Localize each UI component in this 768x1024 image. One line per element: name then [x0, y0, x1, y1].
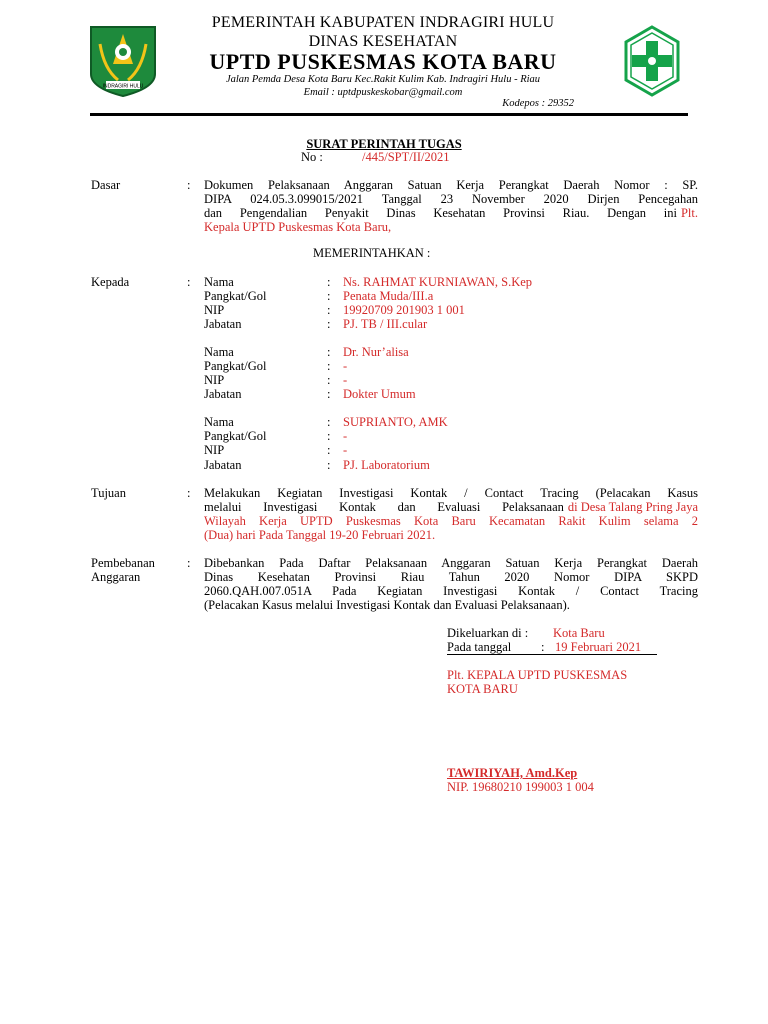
- kepada-colon: :: [187, 275, 191, 289]
- pembebanan-line-2: Dinas Kesehatan Provinsi Riau Tahun 2020 Nomor DIPA SKPD: [204, 570, 698, 584]
- issued-date: 19 Februari 2021: [555, 640, 642, 654]
- person-1-nip-colon: :: [327, 303, 331, 317]
- person-1-nip-label: NIP: [204, 303, 225, 317]
- person-2-position: Dokter Umum: [343, 387, 416, 401]
- tujuan-line-2-red: di Desa Talang Pring Jaya: [567, 500, 698, 514]
- person-1-nip: 19920709 201903 1 001: [343, 303, 465, 317]
- dasar-line-2: DIPA 024.05.3.099015/2021 Tanggal 23 November 2020 Dirjen Pencegahan: [204, 192, 698, 206]
- tujuan-line-1: Melakukan Kegiatan Investigasi Kontak / Contact Tracing (Pelacakan Kasus: [204, 486, 698, 500]
- letterhead-postal-code: Kodepos : 29352: [502, 98, 574, 109]
- person-2-rank: -: [343, 359, 348, 373]
- pembebanan-text: [204, 556, 698, 612]
- dasar-line-4: Kepala UPTD Puskesmas Kota Baru,: [204, 220, 392, 234]
- person-1-name-colon: :: [327, 275, 331, 289]
- letterhead-email: Email : uptdpuskeskobar@gmail.com: [303, 87, 463, 98]
- person-2-nip-colon: :: [327, 373, 331, 387]
- pembebanan-line-4: (Pelacakan Kasus melalui Investigasi Kontak dan Evaluasi Pelaksanaan).: [204, 598, 570, 612]
- person-1-rank-colon: :: [327, 289, 331, 303]
- letterhead-address: Jalan Pemda Desa Kota Baru Kec.Rakit Kulim Kab. Indragiri Hulu - Riau: [225, 74, 541, 85]
- command-heading: MEMERINTAHKAN :: [313, 246, 431, 260]
- dasar-line-1: Dokumen Pelaksanaan Anggaran Satuan Kerja Perangkat Daerah Nomor : SP.: [204, 178, 698, 192]
- person-3-position: PJ. Laboratorium: [343, 458, 430, 472]
- person-1-position: PJ. TB / III.cular: [343, 317, 428, 331]
- issued-date-label: Pada tanggal: [447, 640, 512, 654]
- issued-place: Kota Baru: [553, 626, 605, 640]
- pembebanan-line-1: Dibebankan Pada Daftar Pelaksanaan Anggaran Satuan Kerja Perangkat Daerah: [204, 556, 698, 570]
- dasar-line-3-red: Plt.: [680, 206, 698, 220]
- signatory-name: TAWIRIYAH, Amd.Kep: [447, 766, 578, 780]
- issued-date-colon: :: [541, 640, 545, 654]
- person-2-name-label: Nama: [204, 345, 234, 359]
- dasar-line-3-text: dan Pengendalian Penyakit Dinas Kesehatan Provinsi Riau. Dengan ini: [204, 206, 677, 220]
- person-2-name: Dr. Nur’alisa: [343, 345, 409, 359]
- person-3-rank: -: [343, 429, 348, 443]
- person-3-rank-label: Pangkat/Gol: [204, 429, 267, 443]
- document-number-label: No :: [301, 150, 323, 164]
- pembebanan-line-3: 2060.QAH.007.051A Pada Kegiatan Investigasi Kontak / Contact Tracing: [204, 584, 698, 598]
- person-3-nip: -: [343, 443, 348, 457]
- person-3-name-label: Nama: [204, 415, 234, 429]
- pembebanan-label: Pembebanan: [91, 556, 155, 570]
- regency-logo-text: INDRAGIRI HULU: [102, 83, 144, 90]
- tujuan-line-4: (Dua) hari Pada Tanggal 19-20 Februari 2021.: [204, 528, 436, 542]
- person-1-name: Ns. RAHMAT KURNIAWAN, S.Kep: [343, 275, 533, 289]
- letterhead-government: PEMERINTAH KABUPATEN INDRAGIRI HULU: [211, 14, 555, 31]
- letterhead-institution: UPTD PUSKESMAS KOTA BARU: [209, 49, 557, 74]
- tujuan-label: Tujuan: [91, 486, 126, 500]
- letterhead-department: DINAS KESEHATAN: [308, 33, 458, 50]
- letterhead-divider: [90, 113, 688, 116]
- puskesmas-cross-icon: [617, 24, 687, 98]
- person-2-nip: -: [343, 373, 348, 387]
- person-1-position-colon: :: [327, 317, 331, 331]
- tujuan-text: [204, 486, 698, 542]
- document-number: /445/SPT/II/2021: [362, 150, 450, 164]
- signatory-nip: NIP. 19680210 199003 1 004: [447, 780, 594, 794]
- person-3-position-colon: :: [327, 458, 331, 472]
- person-2-position-colon: :: [327, 387, 331, 401]
- dasar-label: Dasar: [91, 178, 121, 192]
- person-1-name-label: Nama: [204, 275, 234, 289]
- regency-logo: [88, 24, 158, 98]
- person-3-name-colon: :: [327, 415, 331, 429]
- signatory-title-1: Plt. KEPALA UPTD PUSKESMAS: [447, 668, 628, 682]
- document-title: SURAT PERINTAH TUGAS: [306, 137, 462, 151]
- person-3-position-label: Jabatan: [204, 458, 242, 472]
- tujuan-line-2: [204, 500, 698, 514]
- person-2-nip-label: NIP: [204, 373, 225, 387]
- person-2-name-colon: :: [327, 345, 331, 359]
- kepada-label: Kepada: [91, 275, 130, 289]
- dasar-colon: :: [187, 178, 191, 192]
- person-1-rank: Penata Muda/III.a: [343, 289, 434, 303]
- dasar-line-3: [204, 206, 698, 220]
- dasar-text: [204, 178, 698, 234]
- person-3-rank-colon: :: [327, 429, 331, 443]
- person-3-nip-colon: :: [327, 443, 331, 457]
- person-1-rank-label: Pangkat/Gol: [204, 289, 267, 303]
- person-1-position-label: Jabatan: [204, 317, 242, 331]
- tujuan-line-2-text: melalui Investigasi Kontak dan Evaluasi Pelaksanaan: [204, 500, 564, 514]
- pembebanan-colon: :: [187, 556, 191, 570]
- person-3-nip-label: NIP: [204, 443, 225, 457]
- person-3-name: SUPRIANTO, AMK: [343, 415, 448, 429]
- person-2-position-label: Jabatan: [204, 387, 242, 401]
- issued-date-row: [447, 640, 657, 655]
- person-2-rank-colon: :: [327, 359, 331, 373]
- signatory-title-2: KOTA BARU: [447, 682, 518, 696]
- person-2-rank-label: Pangkat/Gol: [204, 359, 267, 373]
- tujuan-line-3: Wilayah Kerja UPTD Puskesmas Kota Baru Kecamatan Rakit Kulim selama 2: [204, 514, 698, 528]
- issued-place-label: Dikeluarkan di :: [447, 626, 529, 640]
- tujuan-colon: :: [187, 486, 191, 500]
- anggaran-label: Anggaran: [91, 570, 141, 584]
